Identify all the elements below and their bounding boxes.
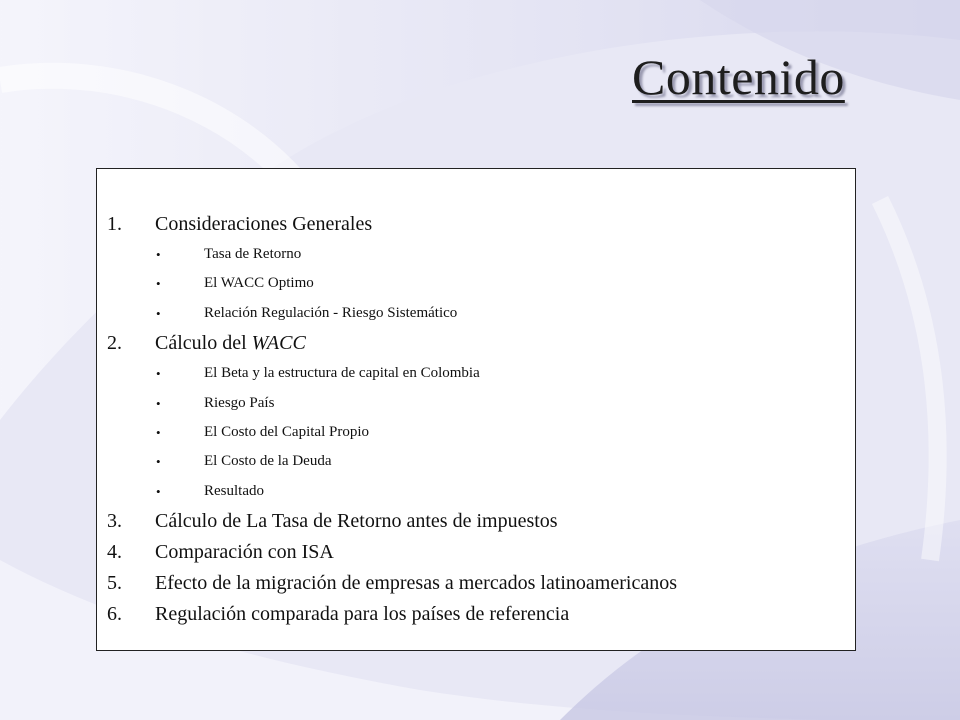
bullet-icon: •: [156, 483, 161, 499]
page-title: Contenido: [632, 49, 845, 105]
bullet-icon: •: [156, 366, 161, 382]
outline-item-text: Comparación con ISA: [155, 541, 334, 564]
outline-item-number: 5.: [107, 572, 122, 595]
outline-item-text: Consideraciones Generales: [155, 213, 373, 235]
outline-subitem-label: Relación Regulación - Riesgo Sistemático: [204, 304, 458, 321]
outline-item-text: Cálculo del: [155, 332, 252, 355]
outline-item-label: [155, 599, 569, 630]
outline-item-6: [97, 599, 857, 630]
outline-item-2: [97, 328, 857, 359]
outline-subitem-label: El WACC Optimo: [204, 275, 314, 292]
outline-item-number: 4.: [107, 541, 122, 564]
outline-item-label: [155, 506, 558, 537]
outline-subitem: [97, 240, 857, 269]
bullet-icon: •: [156, 276, 161, 292]
outline-item-label: [155, 209, 372, 240]
outline-subitem: [97, 477, 857, 506]
outline-subitem: [97, 299, 857, 328]
bullet-icon: •: [156, 247, 161, 262]
outline-subitem-label: Tasa de Retorno: [204, 246, 302, 262]
outline-item-text: Regulación comparada para los países de referencia: [155, 603, 570, 626]
bullet-icon: •: [156, 395, 161, 411]
outline-item-number: 1.: [107, 213, 122, 235]
outline-subitem: [97, 359, 857, 388]
bullet-icon: •: [156, 424, 161, 440]
outline-item-text: Efecto de la migración de empresas a mercados latinoamericanos: [155, 572, 677, 595]
outline-item-4: [97, 537, 857, 568]
bullet-icon: •: [156, 454, 161, 470]
outline-item-1: [97, 209, 857, 240]
outline-item-number: 2.: [107, 332, 122, 355]
content-box: [96, 168, 856, 651]
bullet-icon: •: [156, 305, 161, 321]
outline-subitem-label: El Costo del Capital Propio: [204, 423, 369, 440]
outline-subitem-label: Resultado: [204, 482, 264, 499]
outline-item-number: 3.: [107, 510, 122, 533]
outline-item-3: [97, 506, 857, 537]
outline-item-number: 6.: [107, 603, 122, 626]
outline-item-italic-text: WACC: [251, 332, 306, 355]
outline-subitem-label: Riesgo País: [204, 394, 275, 411]
outline-item-5: [97, 568, 857, 599]
outline-subitem: [97, 447, 857, 476]
outline-item-label: [155, 328, 306, 359]
outline-subitem-label: El Beta y la estructura de capital en Colombia: [204, 365, 480, 382]
outline-item-label: [155, 537, 334, 568]
outline-item-label: [155, 568, 677, 599]
outline-subitem-label: El Costo de la Deuda: [204, 453, 332, 470]
outline-list: [97, 209, 857, 630]
outline-subitem: [97, 389, 857, 418]
outline-subitem: [97, 418, 857, 447]
outline-item-text: Cálculo de La Tasa de Retorno antes de impuestos: [155, 510, 558, 533]
outline-subitem: [97, 269, 857, 298]
